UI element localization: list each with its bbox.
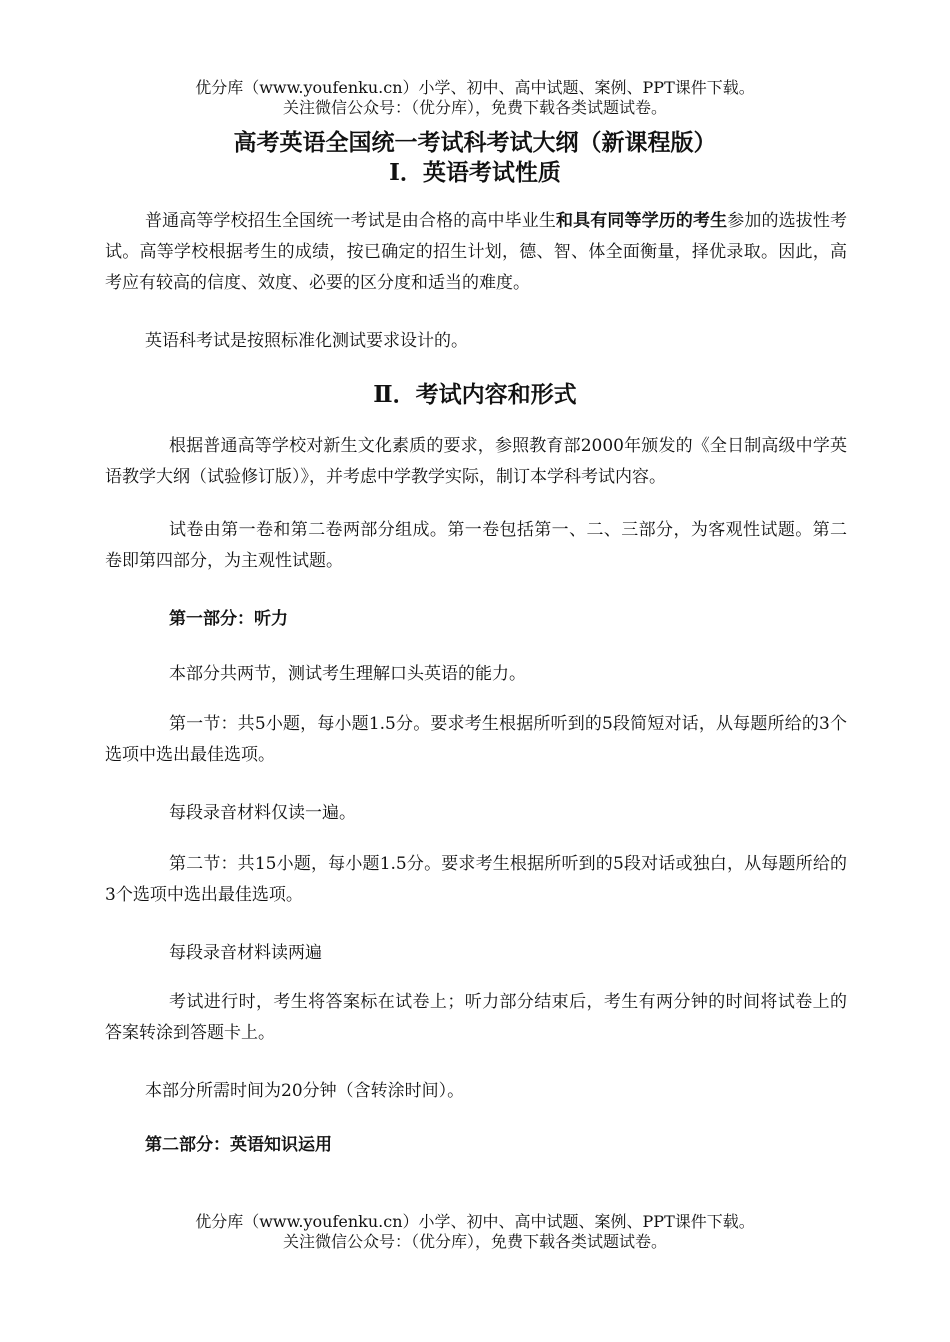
paragraph-time-required: 本部分所需时间为20分钟（含转涂时间）。 — [145, 1081, 465, 1101]
header-line-2: 关注微信公众号：（优分库），免费下载各类试题试卷。 — [282, 98, 667, 117]
p1-text-a: 普通高等学校招生全国统一考试是由合格的高中毕业生 — [145, 211, 556, 231]
paragraph-answer-transfer: 考试进行时，考生将答案标在试卷上；听力部分结束后，考生有两分钟的时间将试卷上的答案转涂到答题卡上。 — [105, 992, 847, 1043]
part-1-title: 第一部分：听力 — [169, 609, 288, 629]
paragraph-section-2: 第二节：共15小题，每小题1.5分。要求考生根据所听到的5段对话或独白，从每题所给的3个选项中选出最佳选项。 — [105, 854, 847, 905]
paragraph-paper-structure: 试卷由第一卷和第二卷两部分组成。第一卷包括第一、二、三部分，为客观性试题。第二卷即第四部分，为主观性试题。 — [105, 520, 847, 571]
paragraph-read-once: 每段录音材料仅读一遍。 — [169, 803, 356, 823]
paragraph-read-twice: 每段录音材料读两遍 — [169, 943, 322, 963]
paragraph-listening-intro: 本部分共两节，测试考生理解口头英语的能力。 — [169, 664, 526, 684]
paragraph-section-1: 第一节：共5小题，每小题1.5分。要求考生根据所听到的5段简短对话，从每题所给的3个选项中选出最佳选项。 — [105, 714, 847, 765]
part-2-title: 第二部分：英语知识运用 — [145, 1135, 332, 1155]
p1-bold-text: 和具有同等学历的考生 — [556, 211, 728, 231]
footer-line-2: 关注微信公众号：（优分库），免费下载各类试题试卷。 — [282, 1232, 667, 1251]
document-title: 高考英语全国统一考试科考试大纲（新课程版） — [233, 129, 717, 156]
footer-line-1: 优分库（www.youfenku.cn）小学、初中、高中试题、案例、PPT课件下载。 — [195, 1212, 755, 1231]
header-line-1: 优分库（www.youfenku.cn）小学、初中、高中试题、案例、PPT课件下载。 — [195, 78, 755, 97]
section-2-title: Ⅱ．考试内容和形式 — [373, 381, 577, 408]
paragraph-content-basis: 根据普通高等学校对新生文化素质的要求，参照教育部2000年颁发的《全日制高级中学英语教学大纲（试验修订版）》，并考虑中学教学实际，制订本学科考试内容。 — [105, 436, 847, 487]
section-1-title: Ⅰ．英语考试性质 — [389, 159, 561, 186]
p1-text-b: 参加的选拔性考试。高等学校根据考生的成绩，按已确定的招生计划，德、智、体全面衡量，择优录取。因此，高考应有较高的信度、效度、必要的区分度和适当的难度。 — [105, 211, 847, 293]
paragraph-exam-nature — [105, 206, 847, 299]
paragraph-standardized: 英语科考试是按照标准化测试要求设计的。 — [145, 331, 468, 351]
